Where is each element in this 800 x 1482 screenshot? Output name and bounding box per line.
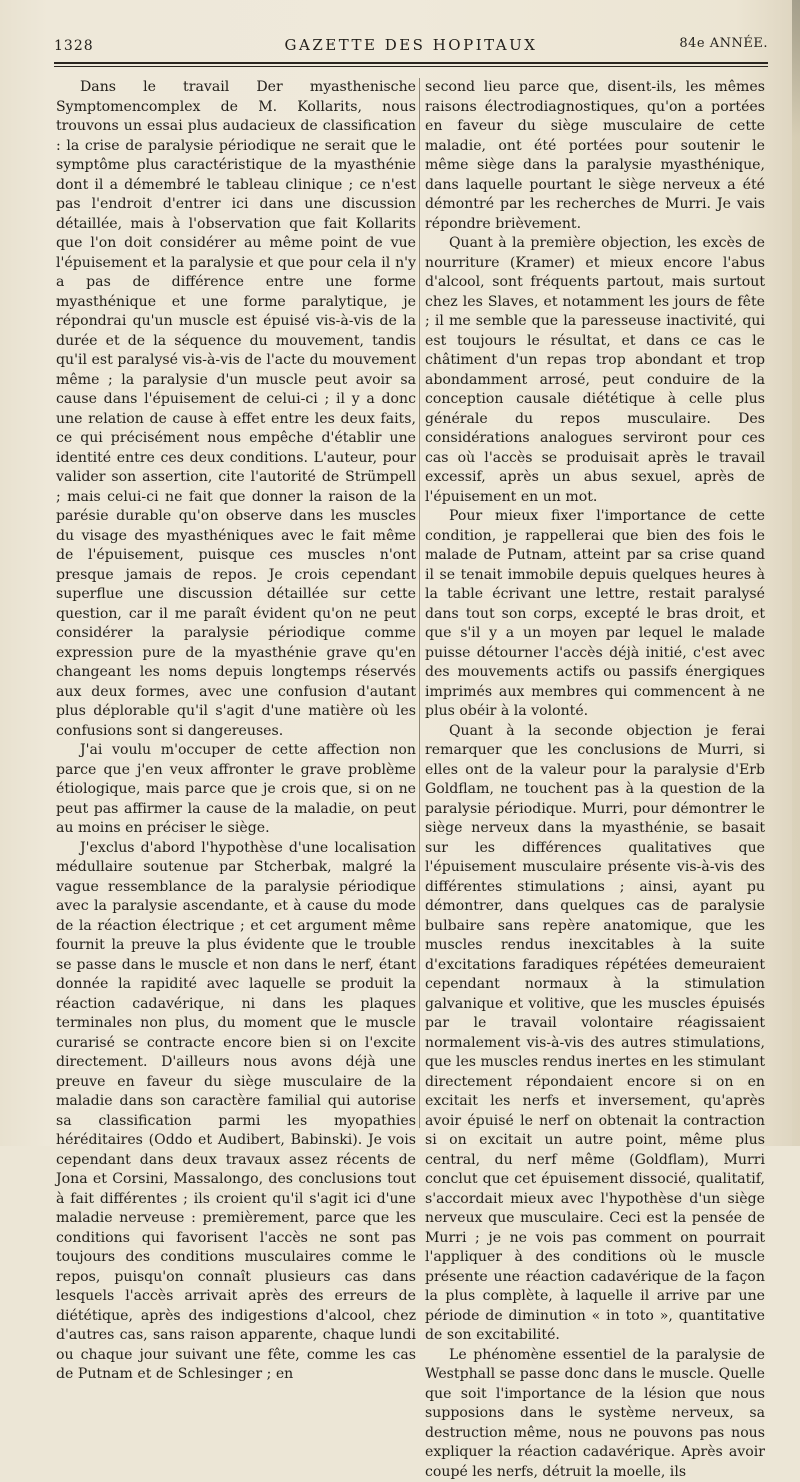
left-column xyxy=(56,78,416,1138)
header-rule-thick xyxy=(54,62,768,64)
page-header xyxy=(54,30,768,58)
paragraph-left-3: J'exclus d'abord l'hypothèse d'une localisation médullaire soutenue par Stcherbak, malgré la vague ressemblance de la paralysie périodique avec la paralysie ascendante, et à cause du mode de la réaction électrique ; et cet argument même fournit la preuve la plus évidente que le trouble se passe dans le muscle et non dans le nerf, étant donnée la rapidité avec laquelle se produit la réaction cadavérique, ni dans les plaques terminales non plus, du moment que le muscle curarisé se contracte encore bien si on l'excite directement. D'ailleurs nous avons déjà une preuve en faveur du siège musculaire de la maladie dans son caractère familial qui autorise sa classification parmi les myopathies héréditaires (Oddo et Audibert, Babinski). Je vois cependant dans deux travaux assez récents de Jona et Corsini, Massalongo, des conclusions tout à fait différentes ; ils croient qu'il s'agit ici d'une maladie nerveuse : premièrement, parce que les conditions qui favorisent l'accès ne sont pas toujours des conditions musculaires comme le repos, puisqu'on connaît plusieurs cas dans lesquels l'accès arrivait après des erreurs de diététique, après des indigestions d'alcool, chez d'autres cas, sans raison apparente, chaque lundi ou chaque jour suivant une fête, comme les cas de Putnam et de Schlesinger ; en xyxy=(56,839,416,1385)
paragraph-right-4: Quant à la seconde objection je ferai remarquer que les conclusions de Murri, si elles ont de la valeur pour la paralysie d'Erb Goldflam, ne touchent pas à la question de la paralysie périodique. Murri, pour démontrer le siège nerveux dans la myasthénie, se basait sur les différences qualitatives que l'épuisement musculaire présente vis-à-vis des différentes stimulations ; ainsi, ayant pu démontrer, dans quelques cas de paralysie bulbaire sans repère anatomique, que les muscles rendus inexcitables à la suite d'excitations faradiques répétées demeuraient cependant normaux à la stimulation galvanique et volitive, que les muscles épuisés par le travail volontaire réagissaient normalement vis-à-vis des autres stimulations, que les muscles rendus inertes en les stimulant directement répondaient encore si on en excitait les nerfs et inversement, qu'après avoir épuisé le nerf on obtenait la contraction si on excitait un autre point, même plus central, du nerf même (Goldflam), Murri conclut que cet épuisement dissocié, qualitatif, s'accordait mieux avec l'hypothèse d'un siège nerveux que musculaire. Ceci est la pensée de Murri ; je ne vois pas comment on pourrait l'appliquer à des conditions où le muscle présente une réaction cadavérique de la façon la plus complète, à laquelle il arrive par une période de diminution « in toto », quantitative de son excitabilité. xyxy=(425,722,765,1346)
page-number: 1328 xyxy=(54,38,94,54)
journal-title: GAZETTE DES HOPITAUX xyxy=(54,36,768,54)
right-column xyxy=(425,78,765,1138)
paragraph-right-2: Quant à la première objection, les excès de nourriture (Kramer) et mieux encore l'abus d'alcool, sont fréquents partout, mais surtout chez les Slaves, et notamment les jours de fête ; il me semble que la paresseuse inactivité, qui est toujours le résultat, et dans ce cas le châtiment d'un repas trop abondant et trop abondamment arrosé, peut conduire de la conception causale diététique à celle plus générale du repos musculaire. Des considérations analogues serviront pour ces cas où l'accès se produisait après le travail excessif, après un abus sexuel, après de l'épuisement en un mot. xyxy=(425,234,765,507)
column-divider xyxy=(419,78,420,1128)
paragraph-right-5: Le phénomène essentiel de la paralysie de Westphall se passe donc dans le muscle. Quelle que soit l'importance de la lésion que nous supposions dans le système nerveux, sa destruction même, nous ne pouvons pas nous expliquer la réaction cadavérique. Après avoir coupé les nerfs, détruit la moelle, ils xyxy=(425,1346,765,1482)
paragraph-right-1: second lieu parce que, disent-ils, les mêmes raisons électrodiagnostiques, qu'on a portées en faveur du siège musculaire de cette maladie, ont été portées pour soutenir le même siège dans la paralysie myasthénique, dans laquelle pourtant le siège nerveux a été démontré par les recherches de Murri. Je vais répondre brièvement. xyxy=(425,78,765,234)
year-label: 84e ANNÉE. xyxy=(679,36,768,51)
page-edge-shadow xyxy=(792,0,800,1146)
paragraph-left-1: Dans le travail Der myasthenische Symptomencomplex de M. Kollarits, nous trouvons un essai plus audacieux de classification : la crise de paralysie périodique ne serait que le symptôme plus caractéristique de la myasthénie dont il a démembré le tableau clinique ; ce n'est pas l'endroit d'entrer ici dans une discussion détaillée, mais à l'observation que fait Kollarits que l'on doit considérer au même point de vue l'épuisement et la paralysie et que pour cela il n'y a pas de différence entre une forme myasthénique et une forme paralytique, je répondrai qu'un muscle est épuisé vis-à-vis de la durée et de la séquence du mouvement, tandis qu'il est paralysé vis-à-vis de l'acte du mouvement même ; la paralysie d'un muscle peut avoir sa cause dans l'épuisement de celui-ci ; il y a donc une relation de cause à effet entre les deux faits, ce qui précisément nous empêche d'établir une identité entre ces deux conditions. L'auteur, pour valider son assertion, cite l'autorité de Strümpell ; mais celui-ci ne fait que donner la raison de la parésie durable qu'on observe dans les muscles du visage des myasthéniques avec le fait même de l'épuisement, puisque ces muscles n'ont presque jamais de repos. Je crois cependant superflue une discussion détaillée sur cette question, car il me paraît évident qu'on ne peut considérer la paralysie périodique comme expression pure de la myasthénie grave qu'en changeant les noms depuis longtemps réservés aux deux formes, avec une confusion d'autant plus déplorable qu'il s'agit d'une matière où les confusions sont si dangereuses. xyxy=(56,78,416,741)
paragraph-right-3: Pour mieux fixer l'importance de cette condition, je rappellerai que bien des fois le malade de Putnam, atteint par sa crise quand il se tenait immobile depuis quelques heures à la table écrivant une lettre, restait paralysé dans tout son corps, excepté le bras droit, et que s'il y a un moyen par lequel le malade puisse détourner l'accès déjà initié, c'est avec des mouvements actifs ou passifs énergiques imprimés aux membres qui commencent à ne plus obéir à la volonté. xyxy=(425,507,765,722)
paragraph-left-2: J'ai voulu m'occuper de cette affection non parce que j'en veux affronter le grave problème étiologique, mais parce que je crois que, si on ne peut pas affirmer la cause de la maladie, on peut au moins en préciser le siège. xyxy=(56,741,416,839)
header-rule-thin xyxy=(54,66,768,67)
